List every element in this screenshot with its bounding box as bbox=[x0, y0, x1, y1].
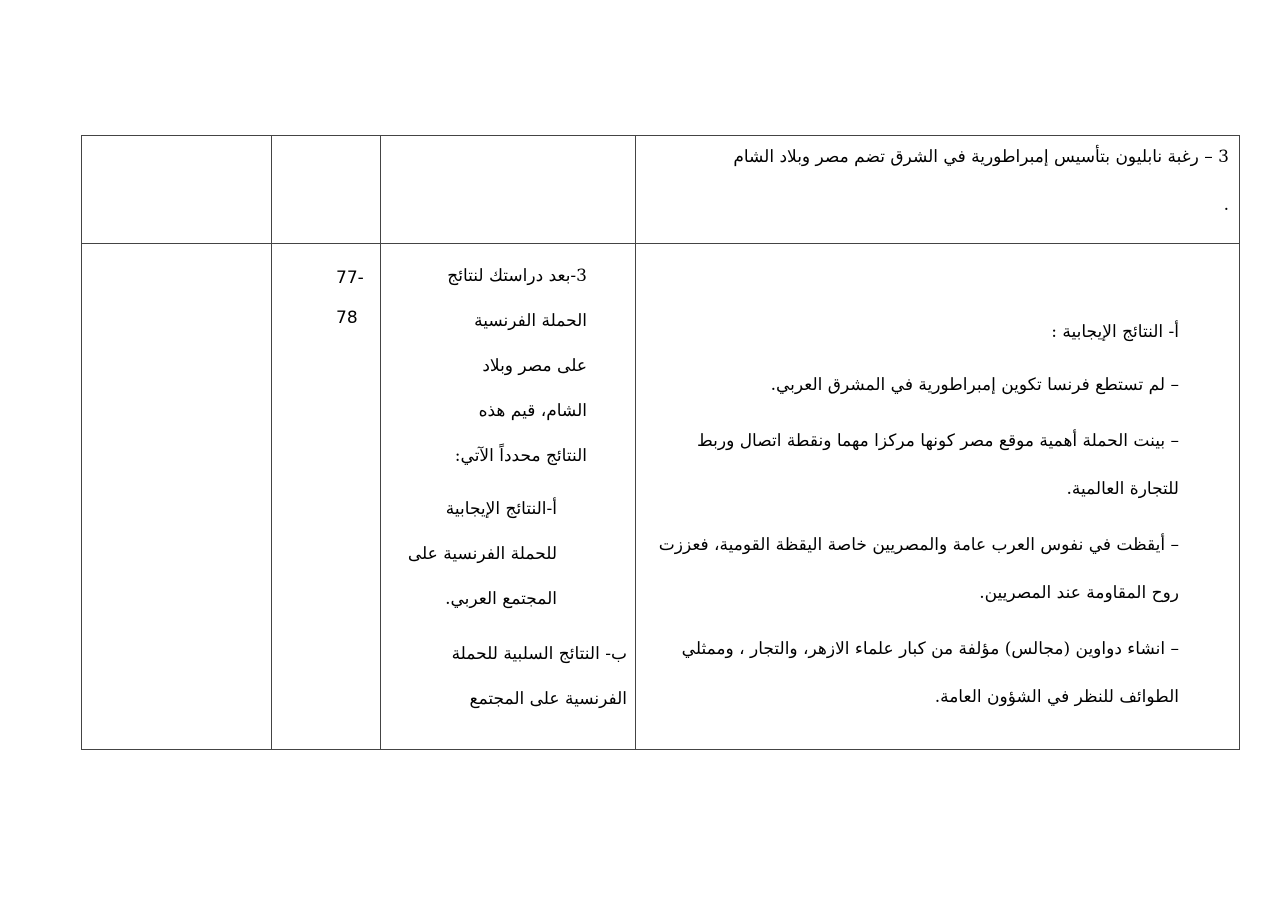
question-cell bbox=[381, 244, 636, 750]
answer-item: – أيقظت في نفوس العرب عامة والمصريين خاصة اليقظة القومية، فعززت روح المقاومة عند المصريين. bbox=[658, 535, 1179, 603]
table-row bbox=[82, 244, 1240, 750]
question-cell bbox=[381, 136, 636, 244]
answer-heading: أ- النتائج الإيجابية : bbox=[1051, 322, 1179, 342]
question-line: النتائج محدداً الآتي: bbox=[454, 446, 587, 466]
question-line: الحملة الفرنسية bbox=[474, 311, 587, 331]
table-row bbox=[82, 136, 1240, 244]
answer-cell bbox=[636, 244, 1240, 750]
answer-line: . bbox=[1223, 195, 1229, 215]
answer-item: – لم تستطع فرنسا تكوين إمبراطورية في المشرق العربي. bbox=[770, 375, 1179, 395]
page-cell bbox=[272, 244, 381, 750]
question-line: 3-بعد دراستك لنتائج bbox=[447, 266, 587, 286]
page-cell bbox=[272, 136, 381, 244]
answer-line: 3 – رغبة نابليون بتأسيس إمبراطورية في الشرق تضم مصر وبلاد الشام bbox=[733, 147, 1229, 167]
lesson-table bbox=[81, 135, 1240, 750]
answer-cell bbox=[636, 136, 1240, 244]
sub-question-a-line: أ-النتائج الإيجابية bbox=[445, 499, 557, 519]
question-line: الشام، قيم هذه bbox=[478, 401, 587, 421]
sub-question-b-line: الفرنسية على المجتمع bbox=[469, 689, 627, 709]
empty-cell bbox=[82, 136, 272, 244]
answer-item: – انشاء دواوين (مجالس) مؤلفة من كبار علماء الازهر، والتجار ، وممثلي الطوائف للنظر في الشؤون العامة. bbox=[681, 639, 1179, 707]
answer-item: – بينت الحملة أهمية موقع مصر كونها مركزا مهما ونقطة اتصال وربط للتجارة العالمية. bbox=[697, 431, 1179, 499]
sub-question-a-line: للحملة الفرنسية على bbox=[407, 544, 557, 564]
sub-question-b-line: ب- النتائج السلبية للحملة bbox=[451, 644, 627, 664]
page-number: 78 bbox=[336, 308, 358, 328]
sub-question-a-line: المجتمع العربي. bbox=[445, 589, 557, 609]
empty-cell bbox=[82, 244, 272, 750]
question-line: على مصر وبلاد bbox=[482, 356, 587, 376]
page-number: 77- bbox=[336, 268, 364, 288]
